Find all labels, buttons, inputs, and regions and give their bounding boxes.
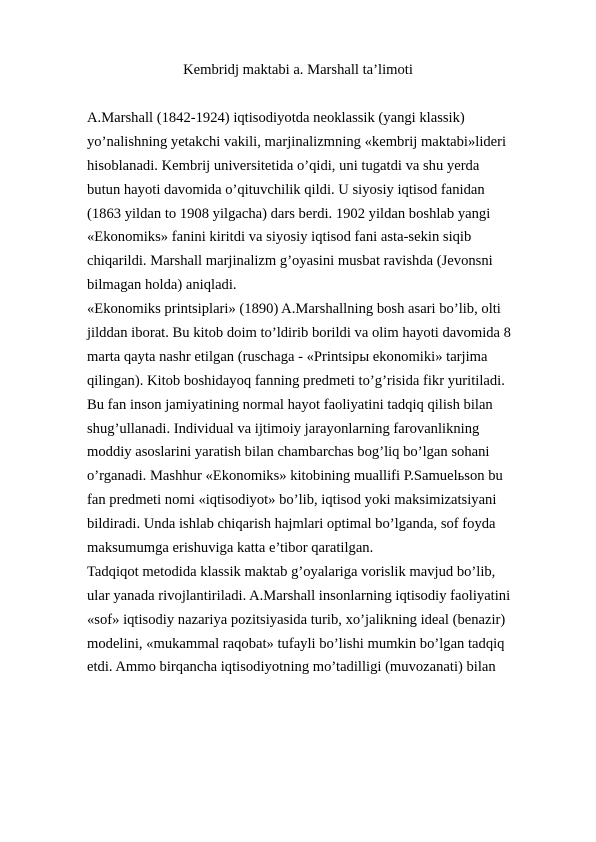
text-line: maksumumga erishuviga katta e’tibor qaratilgan. [87, 540, 374, 557]
text-line: Bu fan inson jamiyatining normal hayot faoliyatini tadqiq qilish bilan [87, 396, 493, 413]
text-line: bildiradi. Unda ishlab chiqarish hajmlari optimal bo’lganda, sof foyda [87, 516, 496, 533]
text-line: Tadqiqot metodida klassik maktab g’oyalariga vorislik mavjud bo’lib, [87, 563, 496, 580]
text-line: qilingan). Kitob boshidayoq fanning predmeti to’g’risida fikr yuritiladi. [87, 372, 505, 389]
text-line: etdi. Ammo birqancha iqtisodiyotning mo’tadilligi (muvozanati) bilan [87, 659, 496, 676]
text-line: hisoblanadi. Kembrij universitetida o’qidi, uni tugatdi va shu yerda [87, 157, 480, 174]
document-title: Kembridj maktabi a. Marshall ta’limoti [183, 62, 413, 78]
text-line: «Ekonomiks» fanini kiritdi va siyosiy iqtisod fani asta-sekin siqib [87, 229, 472, 246]
text-line: «sof» iqtisodiy nazariya pozitsiyasida turib, xo’jalikning ideal (benazir) [87, 611, 506, 628]
document-body [87, 107, 562, 680]
text-line: A.Marshall (1842-1924) iqtisodiyotda neoklassik (yangi klassik) [87, 110, 465, 126]
text-line: ular yanada rivojlantiriladi. A.Marshall insonlarning iqtisodiy faoliyatini [87, 587, 511, 604]
text-line: moddiy asoslarini yaratish bilan chambarchas bog’liq bo’lgan sohani [87, 444, 490, 461]
text-line: yo’nalishning yetakchi vakili, marjinalizmning «kembrij maktabi»lideri [87, 133, 507, 150]
text-line: chiqarildi. Marshall marjinalizm g’oyasini musbat ravishda (Jevonsni [87, 253, 493, 270]
text-line: fan predmeti nomi «iqtisodiyot» bo’lib, iqtisod yoki maksimizatsiyani [87, 492, 497, 509]
text-line: jilddan iborat. Bu kitob doim to’ldirib borildi va olim hayoti davomida 8 [87, 325, 511, 342]
text-line: o’rganadi. Mashhur «Ekonomiks» kitobining muallifi P.Samuelьson bu [87, 468, 503, 485]
text-line: butun hayoti davomida o’qituvchilik qildi. U siyosiy iqtisod fanidan [87, 181, 485, 198]
text-line: shug’ullanadi. Individual va ijtimoiy jarayonlarning farovanlikning [87, 420, 480, 437]
text-line: «Ekonomiks printsiplari» (1890) A.Marshallning bosh asari bo’lib, olti [87, 301, 501, 318]
text-line: modelini, «mukammal raqobat» tufayli bo’lishi mumkin bo’lgan tadqiq [87, 635, 505, 652]
text-line: bilmagan holda) aniqladi. [87, 277, 237, 294]
text-line: marta qayta nashr etilgan (ruschaga - «Printsipы ekonomiki» tarjima [87, 348, 488, 365]
text-line: (1863 yildan to 1908 yilgacha) dars berdi. 1902 yildan boshlab yangi [87, 205, 491, 222]
